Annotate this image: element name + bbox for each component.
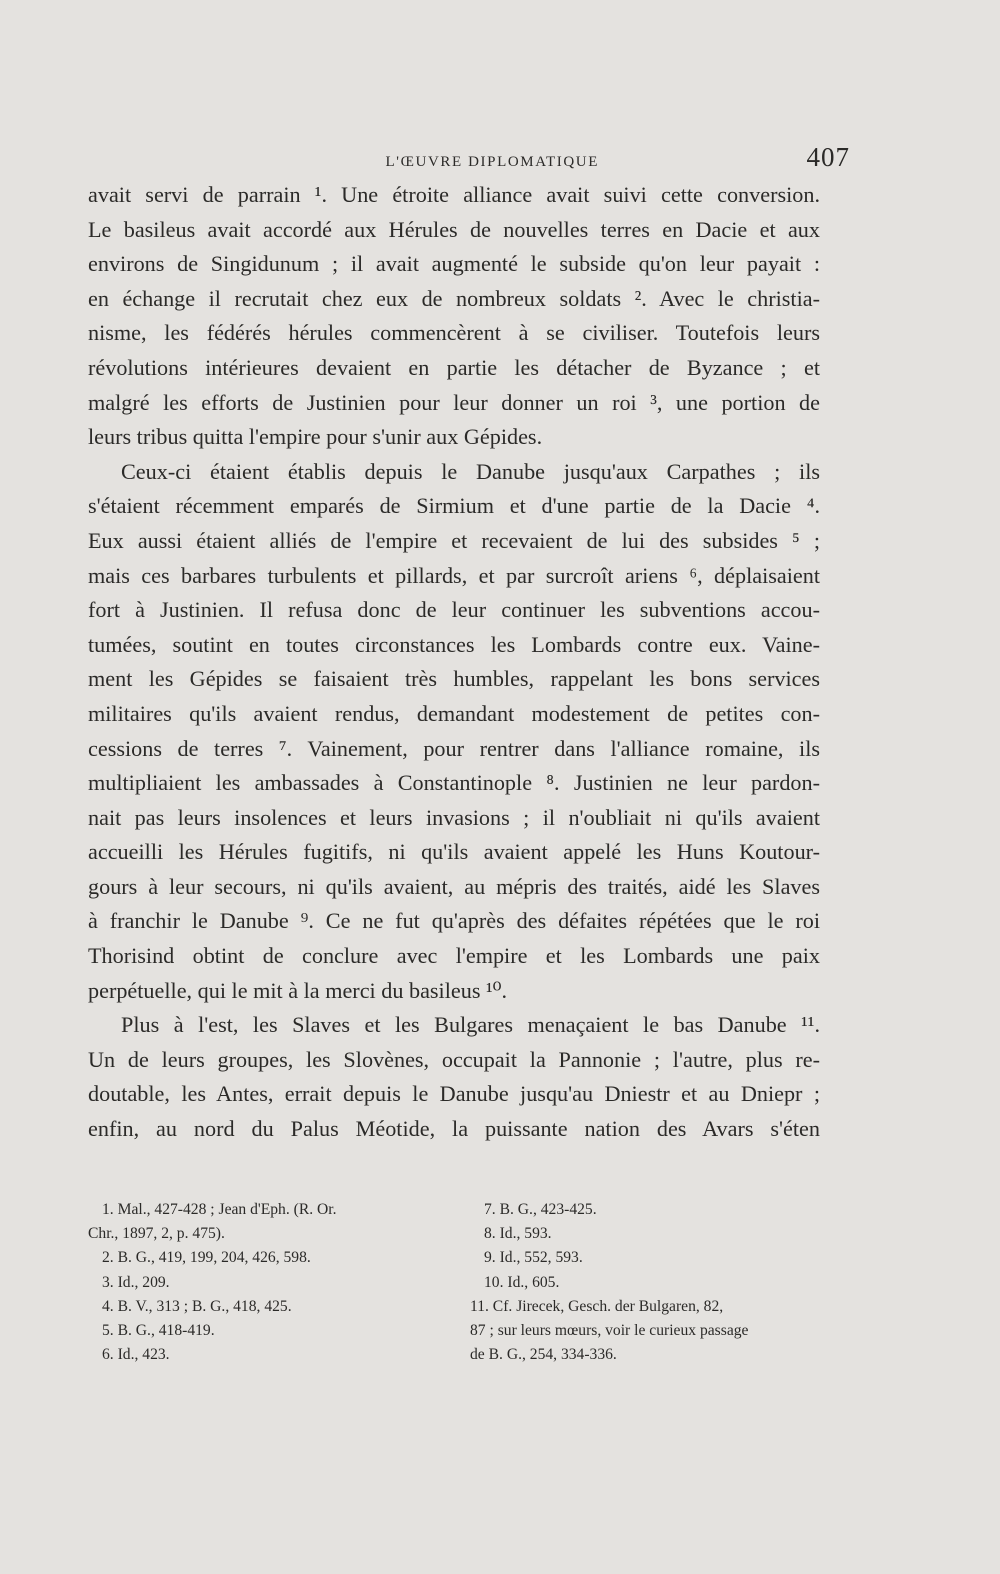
text-line: Le basileus avait accordé aux Hérules de nouvelles terres en Dacie et aux (88, 216, 820, 242)
footnote: 2. B. G., 419, 199, 204, 426, 598. (102, 1249, 311, 1267)
text-line: gours à leur secours, ni qu'ils avaient, au mépris des traités, aidé les Slaves (88, 873, 820, 899)
text-line: Ceux-ci étaient établis depuis le Danube jusqu'aux Carpathes ; ils (121, 458, 820, 484)
text-line: Plus à l'est, les Slaves et les Bulgares menaçaient le bas Danube ¹¹. (121, 1012, 820, 1038)
text-line: militaires qu'ils avaient rendus, demandant modestement de petites con- (88, 700, 820, 726)
page-number: 407 (806, 142, 850, 172)
text-line: doutable, les Antes, errait depuis le Danube jusqu'au Dniestr et au Dniepr ; (88, 1081, 820, 1107)
text-line: fort à Justinien. Il refusa donc de leur continuer les subventions accou- (88, 597, 820, 623)
text-line: à franchir le Danube ⁹. Ce ne fut qu'après des défaites répétées que le roi (88, 908, 820, 934)
text-line: en échange il recrutait chez eux de nombreux soldats ². Avec le christia- (88, 285, 820, 311)
footnote: 7. B. G., 423-425. (484, 1201, 597, 1218)
footnote: 87 ; sur leurs mœurs, voir le curieux passage (470, 1322, 749, 1340)
chapter-title: L'ŒUVRE DIPLOMATIQUE (385, 154, 599, 170)
footnote: 9. Id., 552, 593. (484, 1249, 583, 1267)
text-line: leurs tribus quitta l'empire pour s'unir aux Gépides. (88, 424, 543, 450)
text-line: mais ces barbares turbulents et pillards, et par surcroît ariens ⁶, déplaisaient (88, 562, 820, 588)
text-line: accueilli les Hérules fugitifs, ni qu'ils avaient appelé les Huns Koutour- (88, 839, 820, 865)
running-head (88, 142, 850, 173)
text-line: révolutions intérieures devaient en partie les détacher de Byzance ; et (88, 354, 820, 380)
text-line: Eux aussi étaient alliés de l'empire et recevaient de lui des subsides ⁵ ; (88, 527, 820, 553)
main-text (88, 178, 820, 1147)
text-line: cessions de terres ⁷. Vainement, pour rentrer dans l'alliance romaine, ils (88, 735, 820, 761)
text-line: Thorisind obtint de conclure avec l'empire et les Lombards une paix (88, 943, 820, 969)
footnote: 5. B. G., 418-419. (102, 1322, 215, 1340)
footnote: Chr., 1897, 2, p. 475). (88, 1225, 225, 1243)
footnote: 8. Id., 593. (484, 1225, 552, 1243)
footnote: 6. Id., 423. (102, 1346, 170, 1364)
footnote: 4. B. V., 313 ; B. G., 418, 425. (102, 1297, 292, 1315)
text-line: avait servi de parrain ¹. Une étroite alliance avait suivi cette conversion. (88, 182, 820, 207)
text-line: environs de Singidunum ; il avait augmenté le subside qu'on leur payait : (88, 251, 820, 277)
text-line: multipliaient les ambassades à Constantinople ⁸. Justinien ne leur pardon- (88, 770, 820, 796)
footnote: 1. Mal., 427-428 ; Jean d'Eph. (R. Or. (102, 1201, 337, 1218)
footnotes-left (88, 1198, 440, 1367)
footnote: de B. G., 254, 334-336. (470, 1346, 617, 1364)
footnote: 11. Cf. Jirecek, Gesch. der Bulgaren, 82, (470, 1297, 724, 1315)
footnote: 3. Id., 209. (102, 1273, 170, 1291)
text-line: s'étaient récemment emparés de Sirmium et d'une partie de la Dacie ⁴. (88, 493, 820, 519)
text-line: ment les Gépides se faisaient très humbles, rappelant les bons services (88, 666, 820, 692)
text-line: nisme, les fédérés hérules commencèrent à se civiliser. Toutefois leurs (88, 320, 820, 346)
text-line: perpétuelle, qui le mit à la merci du basileus ¹⁰. (88, 977, 508, 1003)
footnotes-right (470, 1198, 824, 1367)
text-line: tumées, soutint en toutes circonstances les Lombards contre eux. Vaine- (88, 631, 820, 657)
text-line: nait pas leurs insolences et leurs invasions ; il n'oubliait ni qu'ils avaient (88, 804, 820, 830)
footnote: 10. Id., 605. (484, 1273, 560, 1291)
text-line: enfin, au nord du Palus Méotide, la puissante nation des Avars s'éten (88, 1116, 820, 1142)
text-line: malgré les efforts de Justinien pour leur donner un roi ³, une portion de (88, 389, 820, 415)
text-line: Un de leurs groupes, les Slovènes, occupait la Pannonie ; l'autre, plus re- (88, 1046, 820, 1072)
